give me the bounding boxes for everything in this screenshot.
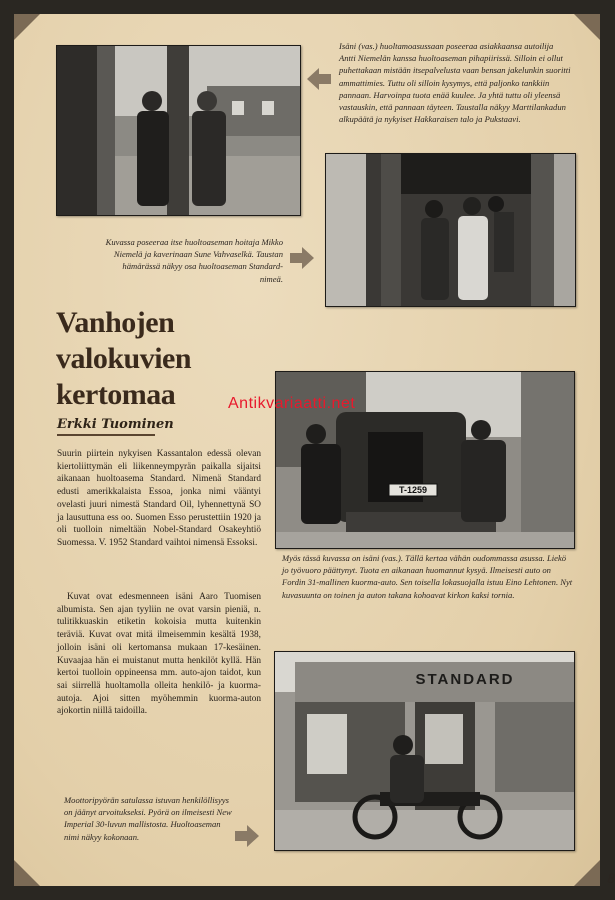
corner-decoration [574, 14, 600, 40]
photo-motorcycle-at-station [274, 651, 575, 851]
article-paragraph: Kuvat ovat edesmenneen isäni Aaro Tuomisen albumista. Sen ajan tyyliin ne ovat varsin pieniä, n. tulitikkuaskin etiketin kokoisia mutta kuitenkin teräviä. Kuvat ovat mitä ilmeisemmin kesältä 1938, jolloin isäni oli kertomansa mukaan 17-kesäinen. Kuvaajaa hän ei muistanut mutta henkilöt kyllä. Hän kertoi tuolloin oppineensa mm. auto-ajon taidot, kun sai siirrellä huoltamolla olleita henkilö- ja kuorma-autoja. Ajoi sitten myöhemmin kuorma-auton ajokortin niillä taidoilla. [57, 592, 261, 717]
caption-photo1: Isäni (vas.) huoltamoasussaan poseeraa asiakkaansa autoilija Antti Niemelän kanssa huoltoaseman pihapiirissä. Silloin ei ollut puhettakaan mistään itsepalvelusta vaan bensan jakelunkin suoritti ammattimies. Tuttu oli silloin kysymys, että paljonko tankkiin pannaan. Harvoinpa tuota enää kuulee. Ja yhtä tuttu oli yleensä vastauskin, että pannaan täyteen. Taustalla näkyy Marttilankadun alkupäätä ja nykyiset Hakkaraisen talo ja Pukstaavi. [339, 41, 571, 125]
title-line: valokuvien [56, 342, 192, 375]
station-sign-text: STANDARD [415, 671, 515, 688]
arrow-right-icon [234, 823, 260, 849]
license-plate-text: T-1259 [398, 485, 428, 495]
author-name: Erkki Tuominen [57, 417, 174, 432]
title-line: Vanhojen [56, 306, 175, 339]
article-paragraph: Suurin piirtein nykyisen Kassantalon edessä olevan kiertoliittymän eli liikenneympyrän paikalla sijaitsi aikanaan huoltoasema Standard. Nimenä Standard edusti amerikkalaista Essoa, jonka nimi vääntyi ovelasti juuri nimestä Standard Oil, lyhennettynä SO ja lausuttuna ess oo. Suomen Esso perustettiin 1920 ja oli tuolloin nimeltään Nobel-Standard Osakeyhtiö Suomessa. V. 1952 Standard vaihtoi nimensä Essoksi. [57, 449, 261, 548]
page-number: 8 [607, 871, 615, 887]
title-line: kertomaa [56, 378, 176, 411]
corner-decoration [14, 14, 40, 40]
arrow-right-icon [289, 245, 315, 271]
article-title [56, 305, 191, 413]
photo-men-at-standard-pumps [325, 153, 576, 307]
watermark-text: Antikvariaatti.net [228, 395, 356, 412]
photo-two-men-at-pump [56, 45, 301, 216]
caption-photo4: Moottoripyörän satulassa istuvan henkilöllisyys on jäänyt arvoitukseksi. Pyörä on ilmeisesti New Imperial 30-luvun mallistosta. Huoltoaseman nimi näkyy kokonaan. [64, 795, 232, 842]
corner-decoration [14, 860, 40, 886]
corner-decoration [574, 860, 600, 886]
arrow-left-icon [306, 66, 332, 92]
caption-photo3: Myös tässä kuvassa on isäni (vas.). Tällä kertaa vähän oudommassa asussa. Liekö jo työvuoro päättynyt. Tuota en aikanaan huomannut kysyä. Ilmeisesti auto on Fordin 31-mallinen kuorma-auto. Sen toisella lokasuojalla istuu Eino Lehtonen. Nyt kuvasuunta on toinen ja auton takana kohoavat kirkon kaksi tornia. [282, 553, 573, 600]
author-underline [57, 434, 155, 436]
caption-photo2: Kuvassa poseeraa itse huoltoaseman hoitaja Mikko Niemelä ja kaverinaan Sune Vahvaselkä. Taustan hämärässä näkyy osa huoltoaseman Standard-nimeä. [105, 237, 283, 284]
